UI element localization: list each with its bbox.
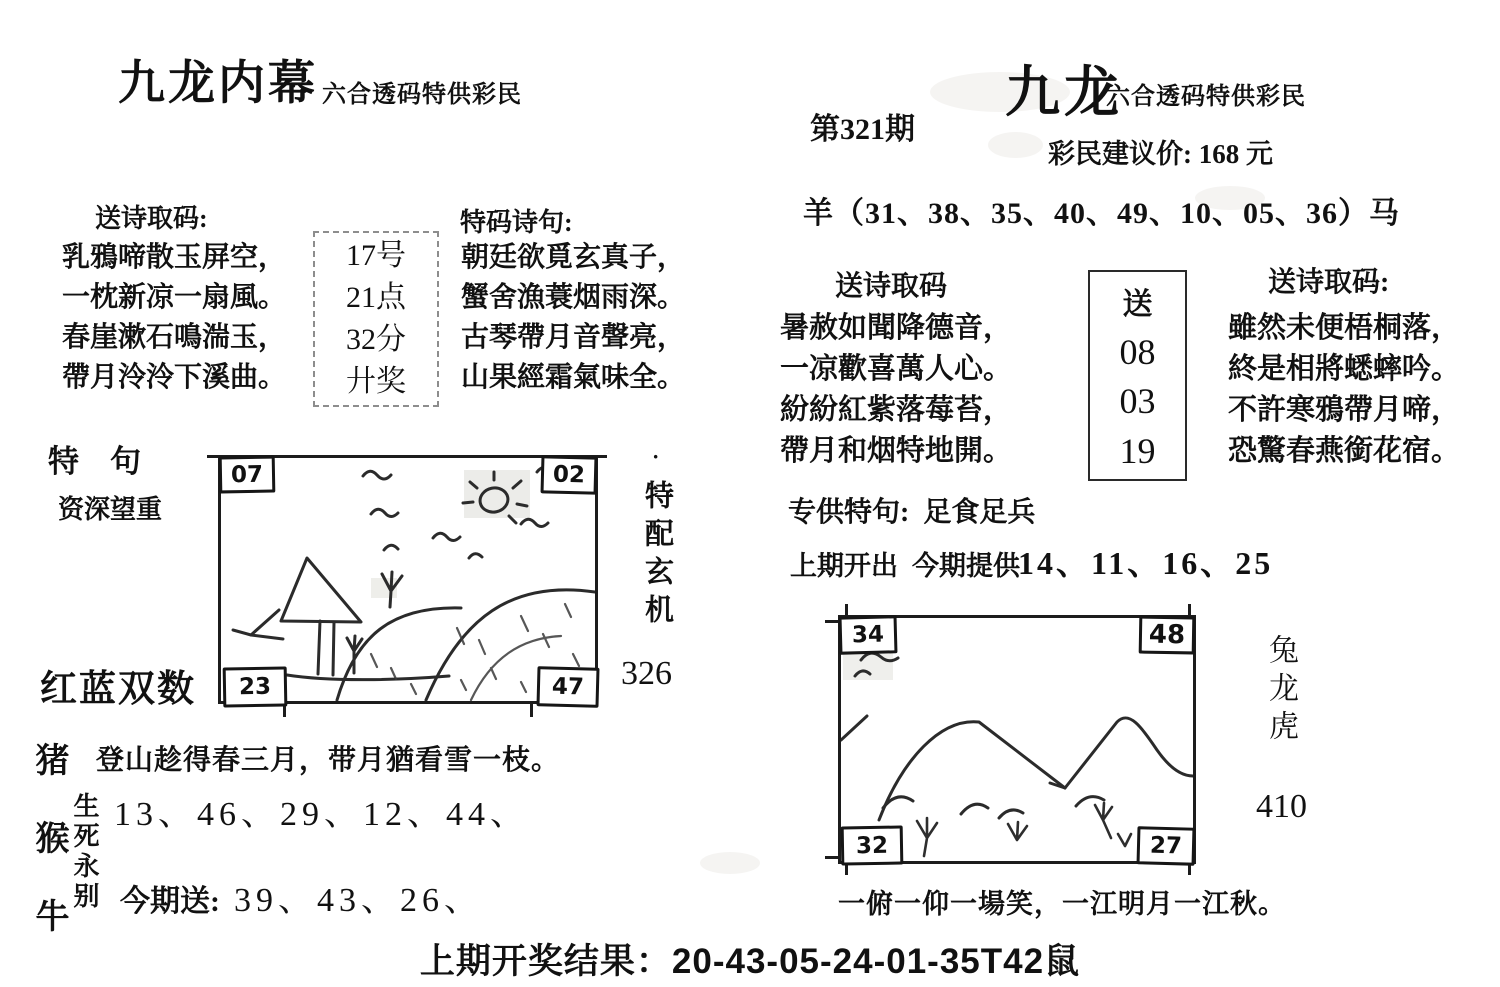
corner-tag-bottom-right: 27 — [1137, 826, 1196, 866]
corner-tag-top-right: 02 — [541, 455, 598, 494]
left-poem-2 — [461, 238, 685, 398]
poem-line: 乳鴉啼散玉屏空， — [62, 242, 287, 273]
poem-line: 暑赦如聞降德音， — [780, 312, 1013, 344]
current-offer-label: 今期提供 — [912, 551, 1020, 581]
corner-tag-bottom-right: 47 — [536, 666, 599, 708]
mountains-birds-grass-sketch — [841, 618, 1193, 861]
poem-line: 山果經霜氣味全。 — [461, 362, 686, 393]
gift-code-box — [1088, 270, 1187, 481]
gift-box-number: 19 — [1119, 430, 1156, 471]
time-code-row: 廾奖 — [346, 365, 406, 398]
gift-box-char: 送 — [1122, 288, 1153, 322]
prev-open-label: 上期开出 — [790, 551, 898, 581]
poem-line: 一枕新凉一扇風。 — [62, 282, 287, 313]
scan-smudge — [988, 132, 1043, 158]
right-zodiac-column: 兔龙虎 — [1264, 634, 1297, 748]
poem-line: 不許寒鴉帶月啼， — [1228, 394, 1461, 426]
poem-line: 古琴帶月音聲亮， — [461, 322, 686, 353]
time-code-row: 32分 — [346, 323, 406, 356]
left-masthead-subtitle: 六合透码特供彩民 — [322, 82, 522, 108]
life-death-column: 生死永别 — [70, 792, 99, 912]
current-offer-numbers: 14、11、16、25 — [1018, 545, 1274, 581]
right-caption: 一俯一仰一場笑，一江明月一江秋。 — [838, 889, 1286, 919]
left-poem-1 — [62, 238, 286, 398]
corner-tag-top-left: 34 — [839, 615, 898, 655]
poem-line: 恐驚春燕銜花宿。 — [1228, 435, 1461, 467]
left-mystery-label: 特配玄机 — [641, 480, 673, 632]
corner-tag-bottom-left: 32 — [841, 825, 904, 865]
poem-line: 帶月和烟特地開。 — [780, 435, 1013, 467]
corner-tag-top-right: 48 — [1139, 616, 1196, 655]
left-verse: 登山趁得春三月，带月猶看雪一枝。 — [96, 745, 561, 776]
time-code-row: 17号 — [346, 239, 406, 272]
poem-line: 雖然未便梧桐落， — [1228, 312, 1461, 344]
mystery-dot: · — [652, 444, 660, 469]
price-line: 彩民建议价: 168 元 — [1048, 139, 1273, 169]
special-phrase-label: 特 句 — [48, 444, 141, 479]
poem-line: 朝廷欲覓玄真子， — [461, 242, 686, 273]
gift-row — [120, 872, 483, 921]
gift-label: 今期送: — [120, 885, 220, 918]
right-mystery-number: 410 — [1256, 788, 1307, 825]
gift-numbers: 39、43、26、 — [234, 882, 483, 919]
picture-box-left — [218, 455, 598, 704]
picture-box-right — [838, 615, 1196, 864]
scan-smudge — [700, 852, 760, 874]
poem-line: 春崖漱石鳴湍玉， — [62, 322, 287, 353]
right-poem-code-label-b: 送诗取码: — [1268, 267, 1390, 298]
gift-box-number: 03 — [1119, 381, 1156, 422]
left-zodiac-column: 猪猴牛 — [30, 742, 67, 976]
corner-tag-top-left: 07 — [219, 456, 276, 494]
left-masthead-title: 九龙内幕 — [118, 58, 318, 110]
left-numbers-row: 13、46、29、12、44、 — [114, 796, 529, 833]
special-line-value: 足食足兵 — [923, 497, 1036, 528]
special-line-row — [788, 490, 1035, 530]
previous-result-line: 上期开奖结果：20-43-05-24-01-35T42鼠 — [419, 942, 1081, 981]
poem-line: 一凉歡喜萬人心。 — [780, 353, 1013, 385]
red-blue-label: 红蓝双数 — [40, 669, 196, 710]
time-code-row: 21点 — [346, 281, 406, 314]
poem-line: 紛紛紅紫落莓苔， — [780, 394, 1013, 426]
right-masthead-subtitle: 六合透码特供彩民 — [1106, 84, 1306, 110]
gift-box-number: 08 — [1119, 331, 1156, 372]
corner-tag-bottom-left: 23 — [223, 666, 288, 707]
right-masthead-title: 九龙 — [1005, 62, 1124, 123]
arrow-sail-hills-sun-sketch — [221, 458, 595, 701]
left-special-poem-label: 特码诗句: — [460, 208, 573, 237]
right-poem-b — [1228, 308, 1460, 472]
special-phrase-value: 资深望重 — [58, 495, 163, 524]
left-mystery-number: 326 — [621, 655, 672, 692]
poem-line: 蟹舍漁蓑烟雨深。 — [461, 282, 686, 313]
special-line-label: 专供特句: — [788, 497, 910, 528]
issue-number: 第321期 — [810, 113, 915, 146]
right-poem-code-label-a: 送诗取码 — [835, 271, 948, 302]
poem-line: 帶月泠泠下溪曲。 — [62, 362, 287, 393]
left-poem-code-label: 送诗取码: — [95, 204, 208, 233]
right-poem-a — [780, 308, 1012, 472]
zodiac-numbers-line: 羊（31、38、35、40、49、10、05、36）马 — [803, 197, 1400, 230]
time-code-box — [313, 231, 439, 407]
poem-line: 終是相將蟋蟀吟。 — [1228, 353, 1461, 385]
